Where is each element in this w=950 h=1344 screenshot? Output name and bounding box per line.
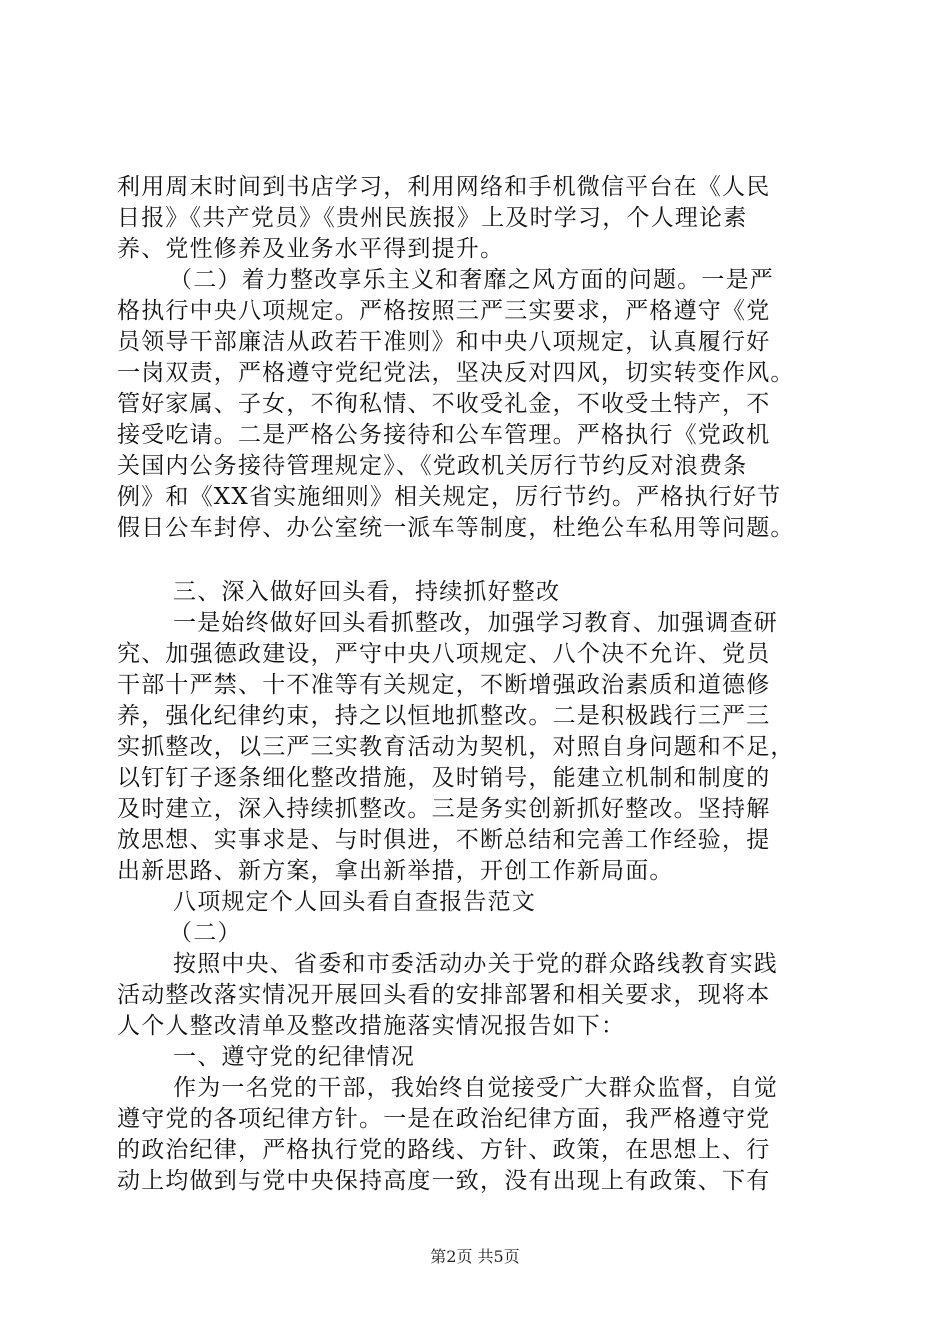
paragraph bbox=[117, 1073, 847, 1197]
text-line: 例》和《XX省实施细则》相关规定，厉行节约。严格执行好节 bbox=[117, 484, 782, 510]
text-line: 干部十严禁、十不准等有关规定，不断增强政治素质和道德修 bbox=[117, 672, 771, 698]
text-line: 作为一名党的干部，我始终自觉接受广大群众监督，自觉 bbox=[173, 1075, 778, 1101]
text-line: 养、党性修养及业务水平得到提升。 bbox=[117, 236, 505, 262]
paragraph bbox=[117, 265, 847, 544]
text-line: 的政治纪律，严格执行党的路线、方针、政策，在思想上、行 bbox=[117, 1137, 771, 1163]
paragraph bbox=[117, 918, 847, 949]
paragraph-gap bbox=[117, 544, 847, 577]
text-line: 关国内公务接待管理规定》、《党政机关厉行节约反对浪费条 bbox=[117, 453, 748, 479]
paragraph bbox=[117, 1042, 847, 1073]
text-line: 格执行中央八项规定。严格按照三严三实要求，严格遵守《党 bbox=[117, 298, 771, 324]
text-line: 出新思路、新方案，拿出新举措，开创工作新局面。 bbox=[117, 858, 674, 884]
text-line: 八项规定个人回头看自查报告范文 bbox=[173, 889, 536, 915]
text-line: 员领导干部廉洁从政若干准则》和中央八项规定，认真履行好 bbox=[117, 329, 771, 355]
text-line: 假日公车封停、办公室统一派车等制度，杜绝公车私用等问题。 bbox=[117, 515, 795, 541]
text-line: 放思想、实事求是、与时俱进，不断总结和完善工作经验，提 bbox=[117, 827, 771, 853]
paragraph bbox=[117, 887, 847, 918]
text-line: 遵守党的各项纪律方针。一是在政治纪律方面，我严格遵守党 bbox=[117, 1106, 771, 1132]
text-line: 三、深入做好回头看，持续抓好整改 bbox=[173, 579, 561, 605]
text-line: 养，强化纪律约束，持之以恒地抓整改。二是积极践行三严三 bbox=[117, 703, 771, 729]
text-line: 管好家属、子女，不徇私情、不收受礼金，不收受土特产，不 bbox=[117, 391, 771, 417]
text-line: （二） bbox=[169, 920, 242, 946]
paragraph bbox=[117, 172, 847, 265]
text-line: 按照中央、省委和市委活动办关于党的群众路线教育实践 bbox=[173, 951, 778, 977]
text-line: 活动整改落实情况开展回头看的安排部署和相关要求，现将本 bbox=[117, 982, 771, 1008]
text-line: 一是始终做好回头看抓整改，加强学习教育、加强调查研 bbox=[173, 610, 778, 636]
text-line: 一、遵守党的纪律情况 bbox=[173, 1044, 415, 1070]
text-line: 实抓整改，以三严三实教育活动为契机，对照自身问题和不足， bbox=[117, 734, 795, 760]
text-line: 日报》《共产党员》《贵州民族报》上及时学习，个人理论素 bbox=[117, 205, 748, 231]
page-number: 第2页 共5页 bbox=[430, 1247, 520, 1266]
text-line: 以钉钉子逐条细化整改措施，及时销号，能建立机制和制度的 bbox=[117, 765, 771, 791]
text-line: 究、加强德政建设，严守中央八项规定、八个决不允许、党员 bbox=[117, 641, 771, 667]
text-line: 接受吃请。二是严格公务接待和公车管理。严格执行《党政机 bbox=[117, 422, 771, 448]
text-line: 一岗双责，严格遵守党纪党法，坚决反对四风，切实转变作风。 bbox=[117, 360, 795, 386]
paragraph bbox=[117, 577, 847, 608]
text-line: （二）着力整改享乐主义和奢靡之风方面的问题。一是严 bbox=[169, 267, 774, 293]
text-line: 动上均做到与党中央保持高度一致，没有出现上有政策、下有 bbox=[117, 1168, 771, 1194]
document-body bbox=[117, 172, 847, 1197]
text-line: 人个人整改清单及整改措施落实情况报告如下： bbox=[117, 1013, 626, 1039]
text-line: 利用周末时间到书店学习，利用网络和手机微信平台在《人民 bbox=[117, 174, 771, 200]
paragraph bbox=[117, 949, 847, 1042]
page-footer bbox=[0, 1244, 950, 1267]
text-line: 及时建立，深入持续抓整改。三是务实创新抓好整改。坚持解 bbox=[117, 796, 771, 822]
paragraph bbox=[117, 608, 847, 887]
